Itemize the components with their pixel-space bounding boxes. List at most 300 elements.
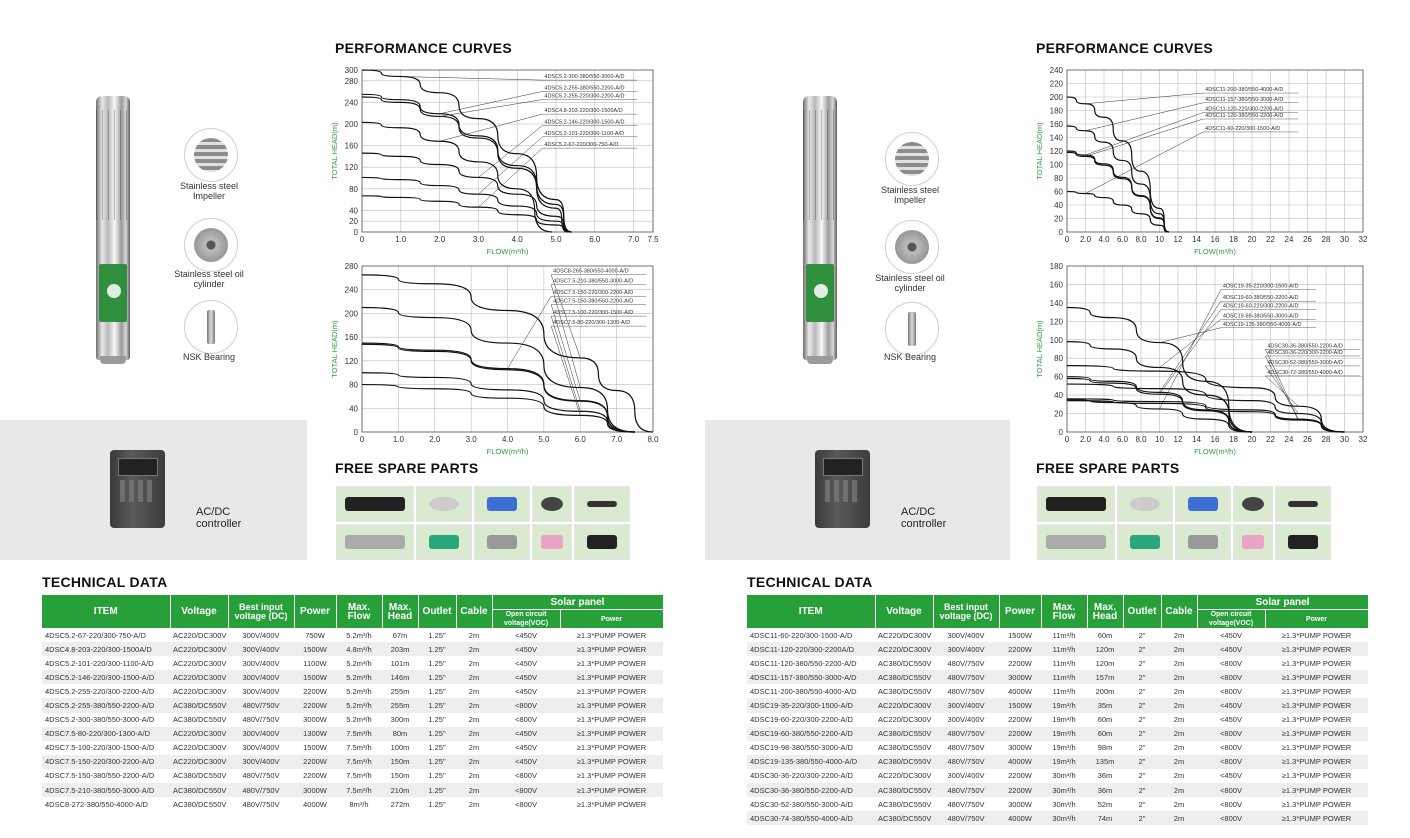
table-cell: 4000W <box>1008 686 1032 696</box>
x-tick-label: 4.0 <box>501 435 514 444</box>
y-tick-label: 240 <box>1049 66 1063 75</box>
table-cell: AC220/DC300V <box>170 727 228 741</box>
series-label: 4DSC19-35-220/300-1500-A/D <box>1222 283 1299 290</box>
table-cell: 2m <box>468 743 480 753</box>
x-tick-label: 2.0 <box>1079 235 1092 244</box>
y-tick-label: 180 <box>1049 106 1063 116</box>
x-tick-label: 26 <box>1303 435 1312 444</box>
y-tick-label: 40 <box>349 206 358 216</box>
header-voltage: Voltage <box>875 595 933 628</box>
leader-line <box>1160 328 1221 343</box>
table-cell: 480V/750V <box>947 686 985 696</box>
table-cell: 255m <box>390 686 410 696</box>
series-label: 4DSC5.2-67-220/300-750-A/D <box>544 142 619 149</box>
y-tick-label: 220 <box>1049 79 1063 89</box>
table-cell: 74m <box>1087 811 1123 825</box>
table-cell: AC220/DC300V <box>875 698 933 712</box>
oil-cylinder-icon <box>184 218 238 272</box>
table-cell: 5.2m³/h <box>346 715 372 725</box>
spare-fuse <box>1117 524 1173 560</box>
table-cell: 255m <box>382 698 418 712</box>
header-max-head: Max. Head <box>1087 595 1123 628</box>
table-cell: AC220/DC300V <box>173 630 227 640</box>
table-cell: 4DSC7.5-80-220/300-1300-A/D <box>42 727 170 741</box>
table-cell: 11m³/h <box>1052 630 1076 640</box>
table-cell: 2" <box>1138 715 1146 725</box>
x-tick-label: 6.0 <box>574 435 586 444</box>
x-tick-label: 28 <box>1321 235 1331 244</box>
table-cell: 1.25" <box>418 698 456 712</box>
table-cell: 480V/750V <box>242 771 280 781</box>
y-tick-label: 200 <box>344 120 358 129</box>
table-cell: ≥1.3*PUMP POWER <box>1265 783 1368 797</box>
x-tick-label: 18 <box>1229 235 1238 244</box>
table-cell: 2m <box>1173 799 1185 809</box>
table-cell: ≥1.3*PUMP POWER <box>576 715 647 725</box>
x-tick-label: 4.0 <box>511 235 523 244</box>
table-cell: <450V <box>1220 771 1242 781</box>
spare-fuse <box>416 524 472 560</box>
spare-tool <box>1275 486 1331 522</box>
table-cell: 2m <box>468 799 480 809</box>
series-label: 4DSC7.5-100-220/300-1500-A/D <box>553 310 634 317</box>
x-tick-label: 6.0 <box>589 235 601 244</box>
table-cell: ≥1.3*PUMP POWER <box>576 771 647 781</box>
part-label-bearing: NSK Bearing <box>883 352 937 362</box>
table-row <box>747 727 1368 741</box>
table-cell: 7.5m³/h <box>336 755 382 769</box>
table-cell: <800V <box>1197 755 1265 769</box>
spare-connectors <box>474 486 530 522</box>
x-axis-title: FLOW(m³/h) <box>486 247 529 256</box>
table-cell: 300V/400V <box>933 698 999 712</box>
table-cell: 480V/750V <box>947 658 985 668</box>
spare-shaft <box>336 524 414 560</box>
table-cell: 8m³/h <box>349 799 369 809</box>
spare-connectors <box>1175 486 1231 522</box>
x-tick-label: 1.0 <box>395 235 407 244</box>
y-tick-label: 0 <box>1058 228 1063 237</box>
bearing-icon <box>184 300 238 354</box>
table-cell: ≥1.3*PUMP POWER <box>1265 670 1368 684</box>
table-cell: 1.25" <box>418 670 456 684</box>
table-cell: 2200W <box>303 686 327 696</box>
table-cell: 300V/400V <box>242 743 280 753</box>
table-cell: 1.25" <box>428 658 446 668</box>
series-label: 4DSC8-265-380/550-4000-A/D <box>553 268 629 275</box>
table-cell: AC380/DC550V <box>173 771 227 781</box>
table-cell: 7.5m³/h <box>346 743 372 753</box>
table-cell: <450V <box>492 642 560 656</box>
table-cell: 2m <box>468 658 480 668</box>
table-cell: <800V <box>515 771 537 781</box>
table-cell: 36m <box>1097 771 1113 781</box>
table-cell: ≥1.3*PUMP POWER <box>560 698 663 712</box>
x-tick-label: 4.0 <box>1098 235 1110 244</box>
table-cell: <450V <box>515 658 537 668</box>
table-cell: 19m³/h <box>1041 698 1087 712</box>
table-cell: ≥1.3*PUMP POWER <box>1281 686 1352 696</box>
table-row <box>42 642 663 656</box>
table-cell: 19m³/h <box>1052 715 1076 725</box>
y-tick-label: 280 <box>344 262 358 271</box>
table-cell: <450V <box>1197 698 1265 712</box>
x-tick-label: 0 <box>359 435 365 444</box>
header-cable: Cable <box>456 595 492 628</box>
table-cell: <800V <box>1220 686 1242 696</box>
table-cell: ≥1.3*PUMP POWER <box>560 670 663 684</box>
table-cell: 480V/750V <box>933 811 999 825</box>
table-cell: 2" <box>1123 698 1161 712</box>
table-cell: 2m <box>1161 698 1197 712</box>
controller-label: AC/DC controller <box>196 506 242 530</box>
y-tick-label: 80 <box>1054 354 1063 364</box>
table-cell: 480V/750V <box>933 727 999 741</box>
spare-o-ring <box>1233 524 1273 560</box>
table-cell: AC380/DC550V <box>170 698 228 712</box>
y-tick-label: 120 <box>1049 317 1063 327</box>
leader-line <box>478 125 542 177</box>
table-cell: AC380/DC550V <box>875 727 933 741</box>
table-cell: ≥1.3*PUMP POWER <box>1265 727 1368 741</box>
table-cell: 1.25" <box>428 715 446 725</box>
leader-line <box>508 296 552 368</box>
y-tick-label: 0 <box>353 228 358 237</box>
table-cell: 7.5m³/h <box>346 771 372 781</box>
table-cell: <450V <box>515 686 537 696</box>
spare-clamp <box>416 486 472 522</box>
table-cell: 480V/750V <box>933 670 999 684</box>
table-cell: 480V/750V <box>947 743 985 753</box>
table-cell: <450V <box>492 670 560 684</box>
table-cell: AC380/DC550V <box>875 755 933 769</box>
table-row <box>42 656 663 670</box>
y-tick-label: 120 <box>344 163 358 173</box>
table-cell: 2m <box>1161 811 1197 825</box>
table-cell: 4DSC11-157-380/550-3000-A/D <box>747 670 875 684</box>
performance-title: PERFORMANCE CURVES <box>335 40 513 56</box>
table-cell: AC220/DC300V <box>878 715 932 725</box>
table-cell: 480V/750V <box>228 783 294 797</box>
table-cell: 272m <box>390 799 410 809</box>
table-row <box>42 783 663 797</box>
table-cell: 2m <box>1161 755 1197 769</box>
table-cell: AC380/DC550V <box>173 799 227 809</box>
table-cell: 30m³/h <box>1041 783 1087 797</box>
series-label: 4DSC5.2-255-220/300-2200-A/D <box>544 93 625 100</box>
header-solar-panel: Solar panel <box>492 595 663 610</box>
y-tick-label: 0 <box>1058 428 1063 437</box>
pump-image <box>96 96 130 360</box>
x-tick-label: 26 <box>1303 235 1312 244</box>
x-tick-label: 12 <box>1173 435 1183 444</box>
spare-screws <box>474 524 530 560</box>
table-cell: 2m <box>1161 642 1197 656</box>
table-cell: 2m <box>1173 658 1185 668</box>
x-tick-label: 24 <box>1284 235 1294 244</box>
spare-cable-sleeve <box>336 486 414 522</box>
table-cell: 2m <box>1173 743 1185 753</box>
table-row <box>747 642 1368 656</box>
y-axis-title: TOTAL HEAD(m) <box>330 122 339 180</box>
spare-shaft <box>1037 524 1115 560</box>
table-cell: 5.2m³/h <box>346 686 372 696</box>
x-tick-label: 3.0 <box>465 435 477 444</box>
table-cell: 480V/750V <box>228 698 294 712</box>
y-tick-label: 40 <box>1054 391 1063 401</box>
table-row <box>42 797 663 811</box>
x-tick-label: 3.0 <box>472 235 484 244</box>
table-cell: 3000W <box>1008 799 1032 809</box>
table-cell: 300V/400V <box>228 727 294 741</box>
table-cell: 2m <box>468 715 480 725</box>
table-cell: <450V <box>515 630 537 640</box>
table-cell: 480V/750V <box>947 799 985 809</box>
table-cell: 2m <box>468 771 480 781</box>
table-row <box>747 741 1368 755</box>
table-row <box>42 727 663 741</box>
x-tick-label: 5.0 <box>550 235 562 244</box>
leader-line <box>401 76 543 80</box>
table-cell: ≥1.3*PUMP POWER <box>1265 642 1368 656</box>
table-cell: 300V/400V <box>228 642 294 656</box>
table-cell: 3000W <box>294 783 336 797</box>
table-cell: 1300W <box>294 727 336 741</box>
series-label: 4DSC11-60-220/300-1500-A/D <box>1205 125 1281 132</box>
series-label: 4DSC19-60-220/300-2200-A/D <box>1222 303 1299 310</box>
table-cell: 4DSC30-36-220/300-2200-A/D <box>750 771 853 781</box>
header-power: Power <box>294 595 336 628</box>
table-cell: 4000W <box>999 811 1041 825</box>
table-cell: ≥1.3*PUMP POWER <box>1281 799 1352 809</box>
leader-line <box>1086 93 1204 104</box>
x-tick-label: 22 <box>1266 435 1275 444</box>
part-label-impeller: Stainless steel Impeller <box>880 185 940 205</box>
table-cell: 1100W <box>303 658 327 668</box>
x-tick-label: 16 <box>1210 435 1220 444</box>
series-label: 4DSC7.5-80-220/300-1300-A/D <box>553 320 631 327</box>
y-tick-label: 160 <box>1049 120 1063 129</box>
series-curve <box>362 70 572 232</box>
table-cell: 11m³/h <box>1041 642 1087 656</box>
header-voltage: Voltage <box>170 595 228 628</box>
table-cell: 1.25" <box>418 755 456 769</box>
table-cell: 1.25" <box>428 743 446 753</box>
y-axis-title: TOTAL HEAD(m) <box>1035 320 1044 378</box>
table-cell: AC380/DC550V <box>878 686 932 696</box>
table-cell: <800V <box>1197 811 1265 825</box>
table-cell: 300V/400V <box>242 686 280 696</box>
header-best-input: Best input voltage (DC) <box>933 595 999 628</box>
x-axis-title: FLOW(m³/h) <box>1194 447 1236 456</box>
x-tick-label: 7.0 <box>611 435 623 444</box>
spare-o-ring <box>532 524 572 560</box>
table-cell: 1.25" <box>428 799 446 809</box>
table-cell: 2200W <box>999 642 1041 656</box>
y-tick-label: 60 <box>1054 187 1063 197</box>
table-cell: 30m³/h <box>1041 811 1087 825</box>
table-cell: 4.8m³/h <box>336 642 382 656</box>
table-cell: ≥1.3*PUMP POWER <box>1281 771 1352 781</box>
table-cell: 2200W <box>1008 658 1032 668</box>
table-cell: 7.5m³/h <box>336 727 382 741</box>
table-cell: AC220/DC300V <box>170 670 228 684</box>
table-cell: ≥1.3*PUMP POWER <box>560 727 663 741</box>
table-cell: 150m <box>382 755 418 769</box>
table-cell: <800V <box>1197 783 1265 797</box>
y-tick-label: 20 <box>349 217 358 227</box>
table-cell: 2m <box>456 670 492 684</box>
spare-screws <box>1175 524 1231 560</box>
part-label-impeller: Stainless steel Impeller <box>179 181 239 201</box>
table-cell: 2" <box>1123 755 1161 769</box>
table-cell: AC380/DC550V <box>170 783 228 797</box>
table-cell: 2200W <box>294 755 336 769</box>
table-cell: 300V/400V <box>242 658 280 668</box>
y-tick-label: 120 <box>1049 147 1063 156</box>
table-cell: 2200W <box>999 727 1041 741</box>
table-row <box>42 698 663 712</box>
spare-parts-grid <box>336 486 626 560</box>
series-label: 4DSC5.2-300-380/550-3000-A/D <box>544 74 625 81</box>
table-cell: ≥1.3*PUMP POWER <box>1281 658 1352 668</box>
table-cell: 2" <box>1123 670 1161 684</box>
y-tick-label: 20 <box>1054 214 1063 224</box>
performance-chart-2 <box>328 258 663 458</box>
table-cell: 5.2m³/h <box>346 630 372 640</box>
x-tick-label: 30 <box>1340 235 1349 244</box>
table-cell: ≥1.3*PUMP POWER <box>560 755 663 769</box>
x-tick-label: 2.0 <box>434 235 446 244</box>
spare-seal-ring <box>532 486 572 522</box>
table-cell: 101m <box>390 658 410 668</box>
bearing-icon <box>885 302 939 356</box>
series-label: 4DSC4.8-203-220/300-1500A/D <box>544 108 623 115</box>
table-cell: ≥1.3*PUMP POWER <box>560 642 663 656</box>
impeller-icon <box>885 132 939 186</box>
spare-heat-shrink <box>574 524 630 560</box>
table-cell: 300m <box>390 715 410 725</box>
table-cell: ≥1.3*PUMP POWER <box>1265 755 1368 769</box>
y-axis-title: TOTAL HEAD(m) <box>1035 122 1044 180</box>
series-label: 4DSC30-52-380/550-3000-A/D <box>1267 359 1343 366</box>
table-cell: 2m <box>468 686 480 696</box>
x-tick-label: 0 <box>1064 235 1070 244</box>
x-tick-label: 16 <box>1210 235 1220 244</box>
table-cell: <800V <box>492 783 560 797</box>
series-label: 4DSC7.5-210-380/550-3000-A/D <box>553 278 634 285</box>
table-cell: 4DSC11-60-220/300-1500-A/D <box>750 630 853 640</box>
table-cell: 157m <box>1087 670 1123 684</box>
table-cell: ≥1.3*PUMP POWER <box>1281 743 1352 753</box>
table-cell: AC380/DC550V <box>878 658 932 668</box>
x-tick-label: 28 <box>1321 435 1331 444</box>
header-max-head: Max. Head <box>382 595 418 628</box>
table-cell: 5.2m³/h <box>336 698 382 712</box>
x-tick-label: 10 <box>1155 235 1164 244</box>
table-cell: 2" <box>1138 743 1146 753</box>
table-cell: <800V <box>515 799 537 809</box>
table-cell: <800V <box>1197 670 1265 684</box>
series-label: 4DSC7.5-150-220/300-2200-A/D <box>553 290 634 297</box>
header-item: ITEM <box>747 595 875 628</box>
y-axis-title: TOTAL HEAD(m) <box>330 320 339 378</box>
table-cell: 2" <box>1123 783 1161 797</box>
table-cell: 2m <box>456 755 492 769</box>
table-cell: 135m <box>1087 755 1123 769</box>
table-cell: 480V/750V <box>933 755 999 769</box>
x-tick-label: 1.0 <box>392 435 404 444</box>
series-curve <box>362 122 552 232</box>
table-row <box>747 783 1368 797</box>
table-cell: 300V/400V <box>228 755 294 769</box>
table-cell: 2m <box>1173 715 1185 725</box>
table-cell: 1500W <box>1008 630 1032 640</box>
table-cell: ≥1.3*PUMP POWER <box>576 743 647 753</box>
table-cell: 4DSC19-35-220/300-1500-A/D <box>747 698 875 712</box>
series-label: 4DSC19-60-380/550-2200-A/D <box>1222 295 1299 302</box>
table-cell: 19m³/h <box>1041 755 1087 769</box>
header-panel-power: Power <box>560 610 663 629</box>
table-cell: 5.2m³/h <box>336 670 382 684</box>
table-cell: 203m <box>382 642 418 656</box>
table-row <box>747 811 1368 825</box>
series-label: 4DSC30-36-220/300-2200-A/D <box>1267 349 1343 356</box>
x-tick-label: 0 <box>359 235 365 244</box>
y-tick-label: 180 <box>1049 262 1063 271</box>
table-cell: <800V <box>492 698 560 712</box>
table-cell: 4DSC7.5-100-220/300-1500-A/D <box>45 743 155 753</box>
table-cell: 2" <box>1138 630 1146 640</box>
y-tick-label: 120 <box>344 356 358 366</box>
x-tick-label: 32 <box>1358 435 1368 444</box>
table-cell: 4DSC19-60-220/300-2200-A/D <box>750 715 853 725</box>
performance-chart-4 <box>1033 258 1373 458</box>
series-label: 4DSC30-72-380/550-4000-A/D <box>1267 369 1343 376</box>
table-cell: 146m <box>382 670 418 684</box>
table-cell: ≥1.3*PUMP POWER <box>1281 630 1352 640</box>
table-cell: 4DSC8-272-380/550-4000-A/D <box>45 799 148 809</box>
table-cell: 2m <box>1161 783 1197 797</box>
table-cell: 2200W <box>1008 715 1032 725</box>
table-cell: 480V/750V <box>242 799 280 809</box>
table-cell: 750W <box>305 630 325 640</box>
controller-image <box>815 450 870 528</box>
y-tick-label: 80 <box>349 380 358 390</box>
table-cell: 36m <box>1087 783 1123 797</box>
y-tick-label: 160 <box>344 333 358 343</box>
spare-parts-title: FREE SPARE PARTS <box>335 460 479 476</box>
table-cell: AC380/DC550V <box>173 715 227 725</box>
table-row <box>747 797 1368 811</box>
y-tick-label: 240 <box>344 98 358 108</box>
table-cell: 3000W <box>303 715 327 725</box>
table-cell: 19m³/h <box>1052 743 1076 753</box>
table-cell: 2200W <box>303 771 327 781</box>
series-label: 4DSC7.5-150-380/550-2200-A/D <box>553 298 634 305</box>
series-label: 4DSC11-200-380/550-4000-A/D <box>1205 87 1284 94</box>
series-label: 4DSC5.2-255-380/550-2200-A/D <box>544 85 625 92</box>
table-cell: 300V/400V <box>947 630 985 640</box>
header-cable: Cable <box>1161 595 1197 628</box>
part-label-oil-cylinder: Stainless steel oil cylinder <box>875 273 945 293</box>
table-cell: 480V/750V <box>242 715 280 725</box>
table-cell: 210m <box>382 783 418 797</box>
table-cell: ≥1.3*PUMP POWER <box>1281 715 1352 725</box>
table-cell: 35m <box>1087 698 1123 712</box>
table-row <box>42 755 663 769</box>
table-cell: 2m <box>456 783 492 797</box>
